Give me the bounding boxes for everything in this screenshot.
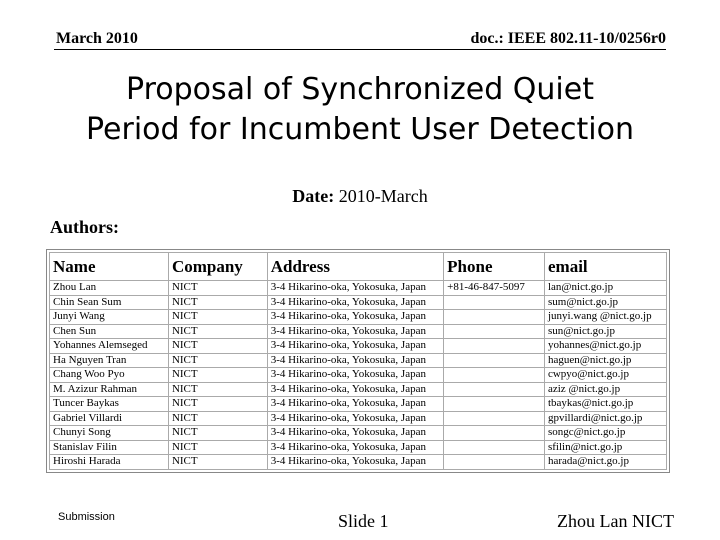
authors-table-body [50,281,667,470]
authors-table [49,252,667,470]
table-row [50,295,667,310]
footer-submission: Submission [58,511,115,523]
cell-address: 3-4 Hikarino-oka, Yokosuka, Japan [267,339,443,354]
cell-company: NICT [168,353,267,368]
date-value: 2010-March [338,186,428,206]
cell-name: Chen Sun [50,324,169,339]
table-row [50,382,667,397]
cell-email: harada@nict.go.jp [544,455,666,470]
cell-email: sun@nict.go.jp [544,324,666,339]
header-date: March 2010 [56,30,138,47]
cell-name: Zhou Lan [50,281,169,296]
column-header-address: Address [267,253,443,281]
cell-company: NICT [168,324,267,339]
footer-slide-number: Slide 1 [338,511,389,531]
column-header-name: Name [50,253,169,281]
cell-email: gpvillardi@nict.go.jp [544,411,666,426]
cell-company: NICT [168,339,267,354]
cell-name: Ha Nguyen Tran [50,353,169,368]
cell-email: sum@nict.go.jp [544,295,666,310]
table-row [50,281,667,296]
table-row [50,397,667,412]
date-line [0,186,720,207]
cell-name: Chunyi Song [50,426,169,441]
cell-address: 3-4 Hikarino-oka, Yokosuka, Japan [267,281,443,296]
cell-email: songc@nict.go.jp [544,426,666,441]
cell-email: yohannes@nict.go.jp [544,339,666,354]
authors-label: Authors: [50,217,120,237]
cell-email: cwpyo@nict.go.jp [544,368,666,383]
cell-name: Chin Sean Sum [50,295,169,310]
cell-address: 3-4 Hikarino-oka, Yokosuka, Japan [267,324,443,339]
cell-company: NICT [168,295,267,310]
cell-address: 3-4 Hikarino-oka, Yokosuka, Japan [267,426,443,441]
title-line-2: Period for Incumbent User Detection [86,112,634,147]
header-rule [54,49,666,50]
cell-address: 3-4 Hikarino-oka, Yokosuka, Japan [267,310,443,325]
cell-phone [444,368,545,383]
cell-company: NICT [168,368,267,383]
cell-address: 3-4 Hikarino-oka, Yokosuka, Japan [267,382,443,397]
cell-phone [444,397,545,412]
cell-company: NICT [168,281,267,296]
cell-phone [444,455,545,470]
cell-email: lan@nict.go.jp [544,281,666,296]
cell-phone [444,324,545,339]
table-row [50,426,667,441]
slide-title [30,70,690,150]
authors-table-frame [46,249,670,473]
table-row [50,339,667,354]
cell-email: junyi.wang @nict.go.jp [544,310,666,325]
cell-name: Hiroshi Harada [50,455,169,470]
cell-company: NICT [168,426,267,441]
cell-company: NICT [168,397,267,412]
cell-address: 3-4 Hikarino-oka, Yokosuka, Japan [267,295,443,310]
cell-email: haguen@nict.go.jp [544,353,666,368]
cell-name: Junyi Wang [50,310,169,325]
cell-company: NICT [168,310,267,325]
footer-author: Zhou Lan NICT [557,511,674,531]
cell-address: 3-4 Hikarino-oka, Yokosuka, Japan [267,353,443,368]
table-row [50,310,667,325]
cell-name: M. Azizur Rahman [50,382,169,397]
cell-phone [444,295,545,310]
cell-phone [444,426,545,441]
cell-phone [444,382,545,397]
table-row [50,353,667,368]
table-row [50,455,667,470]
table-row [50,440,667,455]
cell-phone: +81-46-847-5097 [444,281,545,296]
cell-name: Tuncer Baykas [50,397,169,412]
cell-phone [444,310,545,325]
cell-email: aziz @nict.go.jp [544,382,666,397]
cell-phone [444,440,545,455]
cell-company: NICT [168,455,267,470]
cell-name: Yohannes Alemseged [50,339,169,354]
cell-company: NICT [168,440,267,455]
column-header-email: email [544,253,666,281]
header-doc-id: doc.: IEEE 802.11-10/0256r0 [470,30,666,47]
table-row [50,324,667,339]
cell-company: NICT [168,382,267,397]
cell-phone [444,353,545,368]
cell-address: 3-4 Hikarino-oka, Yokosuka, Japan [267,455,443,470]
table-row [50,411,667,426]
table-header-row [50,253,667,281]
cell-name: Chang Woo Pyo [50,368,169,383]
column-header-phone: Phone [444,253,545,281]
cell-address: 3-4 Hikarino-oka, Yokosuka, Japan [267,397,443,412]
cell-phone [444,411,545,426]
cell-company: NICT [168,411,267,426]
table-row [50,368,667,383]
title-line-1: Proposal of Synchronized Quiet [126,72,594,107]
cell-email: tbaykas@nict.go.jp [544,397,666,412]
column-header-company: Company [168,253,267,281]
cell-name: Gabriel Villardi [50,411,169,426]
cell-address: 3-4 Hikarino-oka, Yokosuka, Japan [267,368,443,383]
date-label: Date: [292,186,335,206]
cell-address: 3-4 Hikarino-oka, Yokosuka, Japan [267,411,443,426]
cell-email: sfilin@nict.go.jp [544,440,666,455]
cell-name: Stanislav Filin [50,440,169,455]
cell-address: 3-4 Hikarino-oka, Yokosuka, Japan [267,440,443,455]
cell-phone [444,339,545,354]
